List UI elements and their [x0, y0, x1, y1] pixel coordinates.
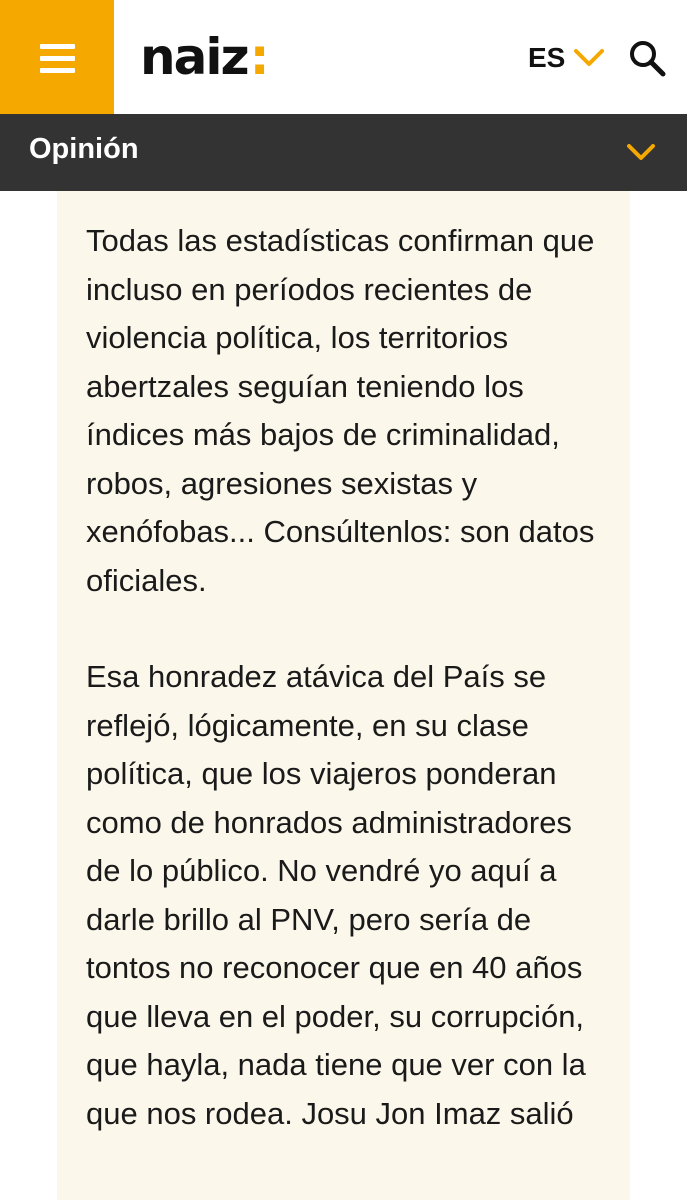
top-header: [0, 0, 687, 114]
logo-colon: :: [249, 28, 268, 86]
chevron-down-icon: [626, 142, 656, 162]
logo-text: naiz: [140, 28, 248, 86]
article-paragraph: Todas las estadísticas confirman que incluso en períodos recientes de violencia política, los territorios abertzales seguían teniendo los índices más bajos de criminalidad, robos, agresiones sexistas y xenófobas... Consúltenlos: son datos oficiales.: [86, 223, 595, 598]
section-dropdown[interactable]: [0, 114, 687, 191]
chevron-down-icon: [573, 47, 605, 69]
language-selector[interactable]: [528, 38, 605, 78]
menu-button[interactable]: [0, 0, 114, 114]
site-logo[interactable]: [140, 22, 268, 92]
article-paragraph: Esa honradez atávica del País se reflejó, lógicamente, en su clase política, que los viajeros ponderan como de honrados administradores de lo público. No vendré yo aquí a darle brillo al PNV, pero sería de tontos no reconocer que en 40 años que lleva en el poder, su corrupción, que hayla, nada tiene que ver con la que nos rodea. Josu Jon Imaz salió: [86, 659, 586, 1131]
language-label: ES: [528, 42, 566, 73]
search-icon[interactable]: [627, 38, 667, 78]
article-body: [57, 191, 630, 1200]
section-title: Opinión: [29, 133, 139, 165]
